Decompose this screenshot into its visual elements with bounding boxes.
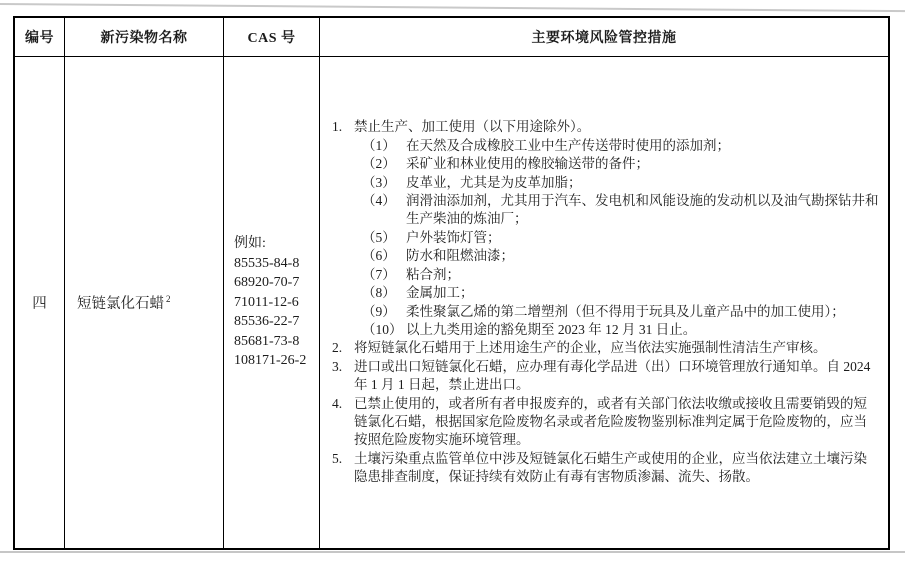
measure-subitem-5 xyxy=(362,229,880,247)
measure-marker: （2） xyxy=(362,156,396,172)
measure-marker: （6） xyxy=(362,248,396,264)
measure-text: 土壤污染重点监管单位中涉及短链氯化石蜡生产或使用的企业，应当依法建立土壤污染隐患排查制度，保证持续有效防止有毒有害物质渗漏、流失、扬散。 xyxy=(354,450,867,485)
measure-text: 户外装饰灯管； xyxy=(406,229,501,245)
measure-text: 粘合剂； xyxy=(406,266,460,282)
measure-subitem-3 xyxy=(362,174,880,192)
scan-artifact-top-line xyxy=(0,3,905,12)
pollutant-control-table xyxy=(13,16,890,550)
cell-cas-numbers xyxy=(224,57,320,548)
cas-example-label: 例如: xyxy=(234,236,266,252)
measure-marker: （5） xyxy=(362,229,396,245)
cell-pollutant-name xyxy=(65,57,224,548)
header-label-measures: 主要环境风险管控措施 xyxy=(531,31,677,46)
measure-marker: （3） xyxy=(362,174,396,190)
measure-text: 金属加工； xyxy=(406,285,474,301)
measure-marker: （8） xyxy=(362,285,396,301)
footnote-marker: 2 xyxy=(166,294,171,305)
measure-marker: 3. xyxy=(332,358,343,374)
table-row xyxy=(15,57,888,548)
measure-marker: （9） xyxy=(362,303,396,319)
measure-subitem-1 xyxy=(362,137,880,155)
header-cell-cas-number xyxy=(224,18,320,56)
measure-item-2 xyxy=(332,339,880,357)
cell-measures xyxy=(320,57,888,548)
measure-item-1 xyxy=(332,118,880,136)
measure-text: 皮革业，尤其是为皮革加脂； xyxy=(406,174,582,190)
cas-number: 71011-12-6 xyxy=(234,294,299,310)
measure-item-5 xyxy=(332,450,880,487)
table-header-row xyxy=(15,18,888,57)
header-cell-number xyxy=(15,18,65,56)
measure-text: 在天然及合成橡胶工业中生产传送带时使用的添加剂； xyxy=(406,137,730,153)
measure-marker: （4） xyxy=(362,193,396,209)
measure-subitem-2 xyxy=(362,155,880,173)
cas-number: 108171-26-2 xyxy=(234,353,307,369)
measure-text: 柔性聚氯乙烯的第二增塑剂（但不得用于玩具及儿童产品中的加工使用）； xyxy=(406,303,845,319)
measure-marker: 4. xyxy=(332,395,343,411)
cell-row-number xyxy=(15,57,65,548)
measure-text: 进口或出口短链氯化石蜡，应办理有毒化学品进（出）口环境管理放行通知单。自 2024 年 1 月 1 日起，禁止进出口。 xyxy=(354,358,871,393)
header-label-pollutant-name: 新污染物名称 xyxy=(100,31,188,46)
cas-number: 85535-84-8 xyxy=(234,255,300,271)
measure-subitem-10 xyxy=(362,321,880,339)
measure-subitem-8 xyxy=(362,284,880,302)
header-cell-measures xyxy=(320,18,888,56)
measure-item-3 xyxy=(332,358,880,395)
measure-marker: （7） xyxy=(362,266,396,282)
measure-marker: （1） xyxy=(362,137,396,153)
cas-number: 68920-70-7 xyxy=(234,275,300,291)
measure-marker: （10） xyxy=(362,321,403,337)
measure-text: 已禁止使用的，或者所有者申报废弃的，或者有关部门依法收缴或接收且需要销毁的短链氯化石蜡，根据国家危险废物名录或者危险废物鉴别标准判定属于危险废物的，应当按照危险废物实施环境管理。 xyxy=(354,395,867,448)
measure-marker: 2. xyxy=(332,340,343,356)
measure-text: 采矿业和林业使用的橡胶输送带的备件； xyxy=(406,156,649,172)
measure-text: 将短链氯化石蜡用于上述用途生产的企业，应当依法实施强制性清洁生产审核。 xyxy=(354,340,827,356)
measure-marker: 1. xyxy=(332,119,343,135)
scan-artifact-bottom-line xyxy=(0,551,905,553)
measure-text: 以上九类用途的豁免期至 2023 年 12 月 31 日止。 xyxy=(406,321,697,337)
measure-text: 润滑油添加剂，尤其用于汽车、发电机和风能设施的发动机以及油气勘探钻井和生产柴油的炼油厂； xyxy=(406,193,879,227)
header-label-cas-number: CAS 号 xyxy=(247,31,296,46)
cas-number: 85536-22-7 xyxy=(234,314,300,330)
measure-subitem-9 xyxy=(362,303,880,321)
pollutant-name-text: 短链氯化石蜡 $^2$ xyxy=(77,294,171,312)
measure-subitem-6 xyxy=(362,247,880,265)
measure-text: 禁止生产、加工使用（以下用途除外）。 xyxy=(354,119,591,135)
measure-item-4 xyxy=(332,395,880,450)
measure-subitem-4 xyxy=(362,192,880,229)
header-cell-pollutant-name xyxy=(65,18,224,56)
measure-text: 防水和阻燃油漆； xyxy=(406,248,514,264)
measure-subitem-7 xyxy=(362,266,880,284)
cas-number: 85681-73-8 xyxy=(234,333,300,349)
measure-marker: 5. xyxy=(332,450,343,466)
row-number-text: 四 xyxy=(32,296,47,312)
header-label-number: 编号 xyxy=(25,31,54,46)
